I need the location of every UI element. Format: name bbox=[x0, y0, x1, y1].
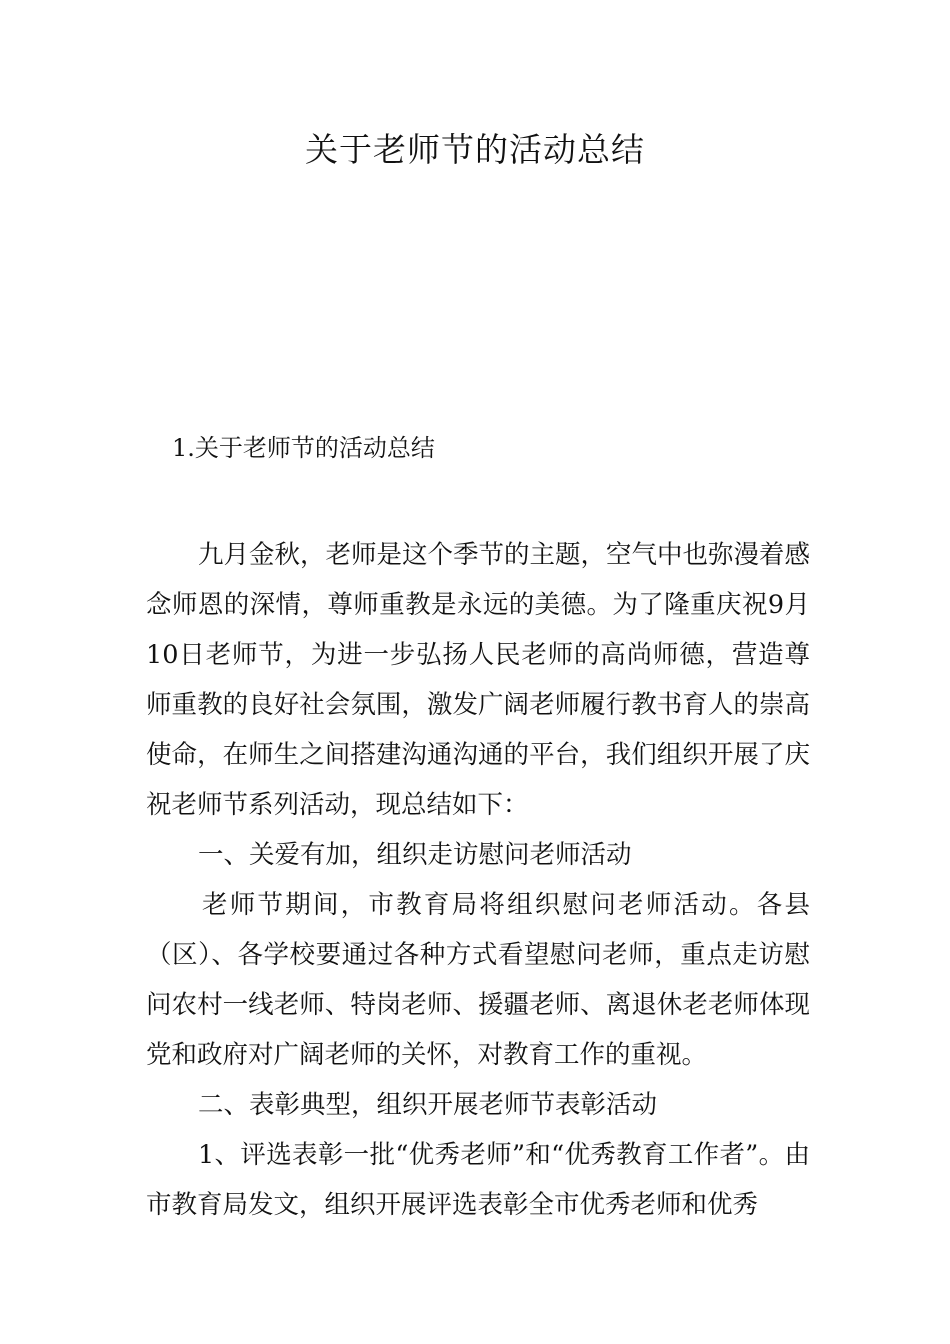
paragraph-selection: 1、评选表彰一批“优秀老师”和“优秀教育工作者”。由市教育局发文，组织开展评选表彰全市优秀老师和优秀 bbox=[146, 1140, 810, 1220]
section-heading: 1.关于老师节的活动总结 bbox=[172, 434, 435, 462]
document-body bbox=[146, 530, 810, 1230]
intro-paragraph: 九月金秋，老师是这个季节的主题，空气中也弥漫着感念师恩的深情，尊师重教是永远的美德。为了隆重庆祝9月10日老师节，为进一步弘扬人民老师的高尚师德，营造尊师重教的良好社会氛围，激发广阔老师履行教书育人的崇高使命，在师生之间搭建沟通沟通的平台，我们组织开展了庆祝老师节系列活动，现总结如下： bbox=[146, 540, 811, 820]
subheading-care: 一、关爱有加，组织走访慰问老师活动 bbox=[198, 840, 632, 870]
document-title: 关于老师节的活动总结 bbox=[305, 130, 645, 169]
subheading-commendation: 二、表彰典型，组织开展老师节表彰活动 bbox=[198, 1090, 658, 1120]
paragraph-visit: 老师节期间，市教育局将组织慰问老师活动。各县（区）、各学校要通过各种方式看望慰问老师，重点走访慰问农村一线老师、特岗老师、援疆老师、离退休老老师体现党和政府对广阔老师的关怀，对教育工作的重视。 bbox=[146, 890, 810, 1070]
